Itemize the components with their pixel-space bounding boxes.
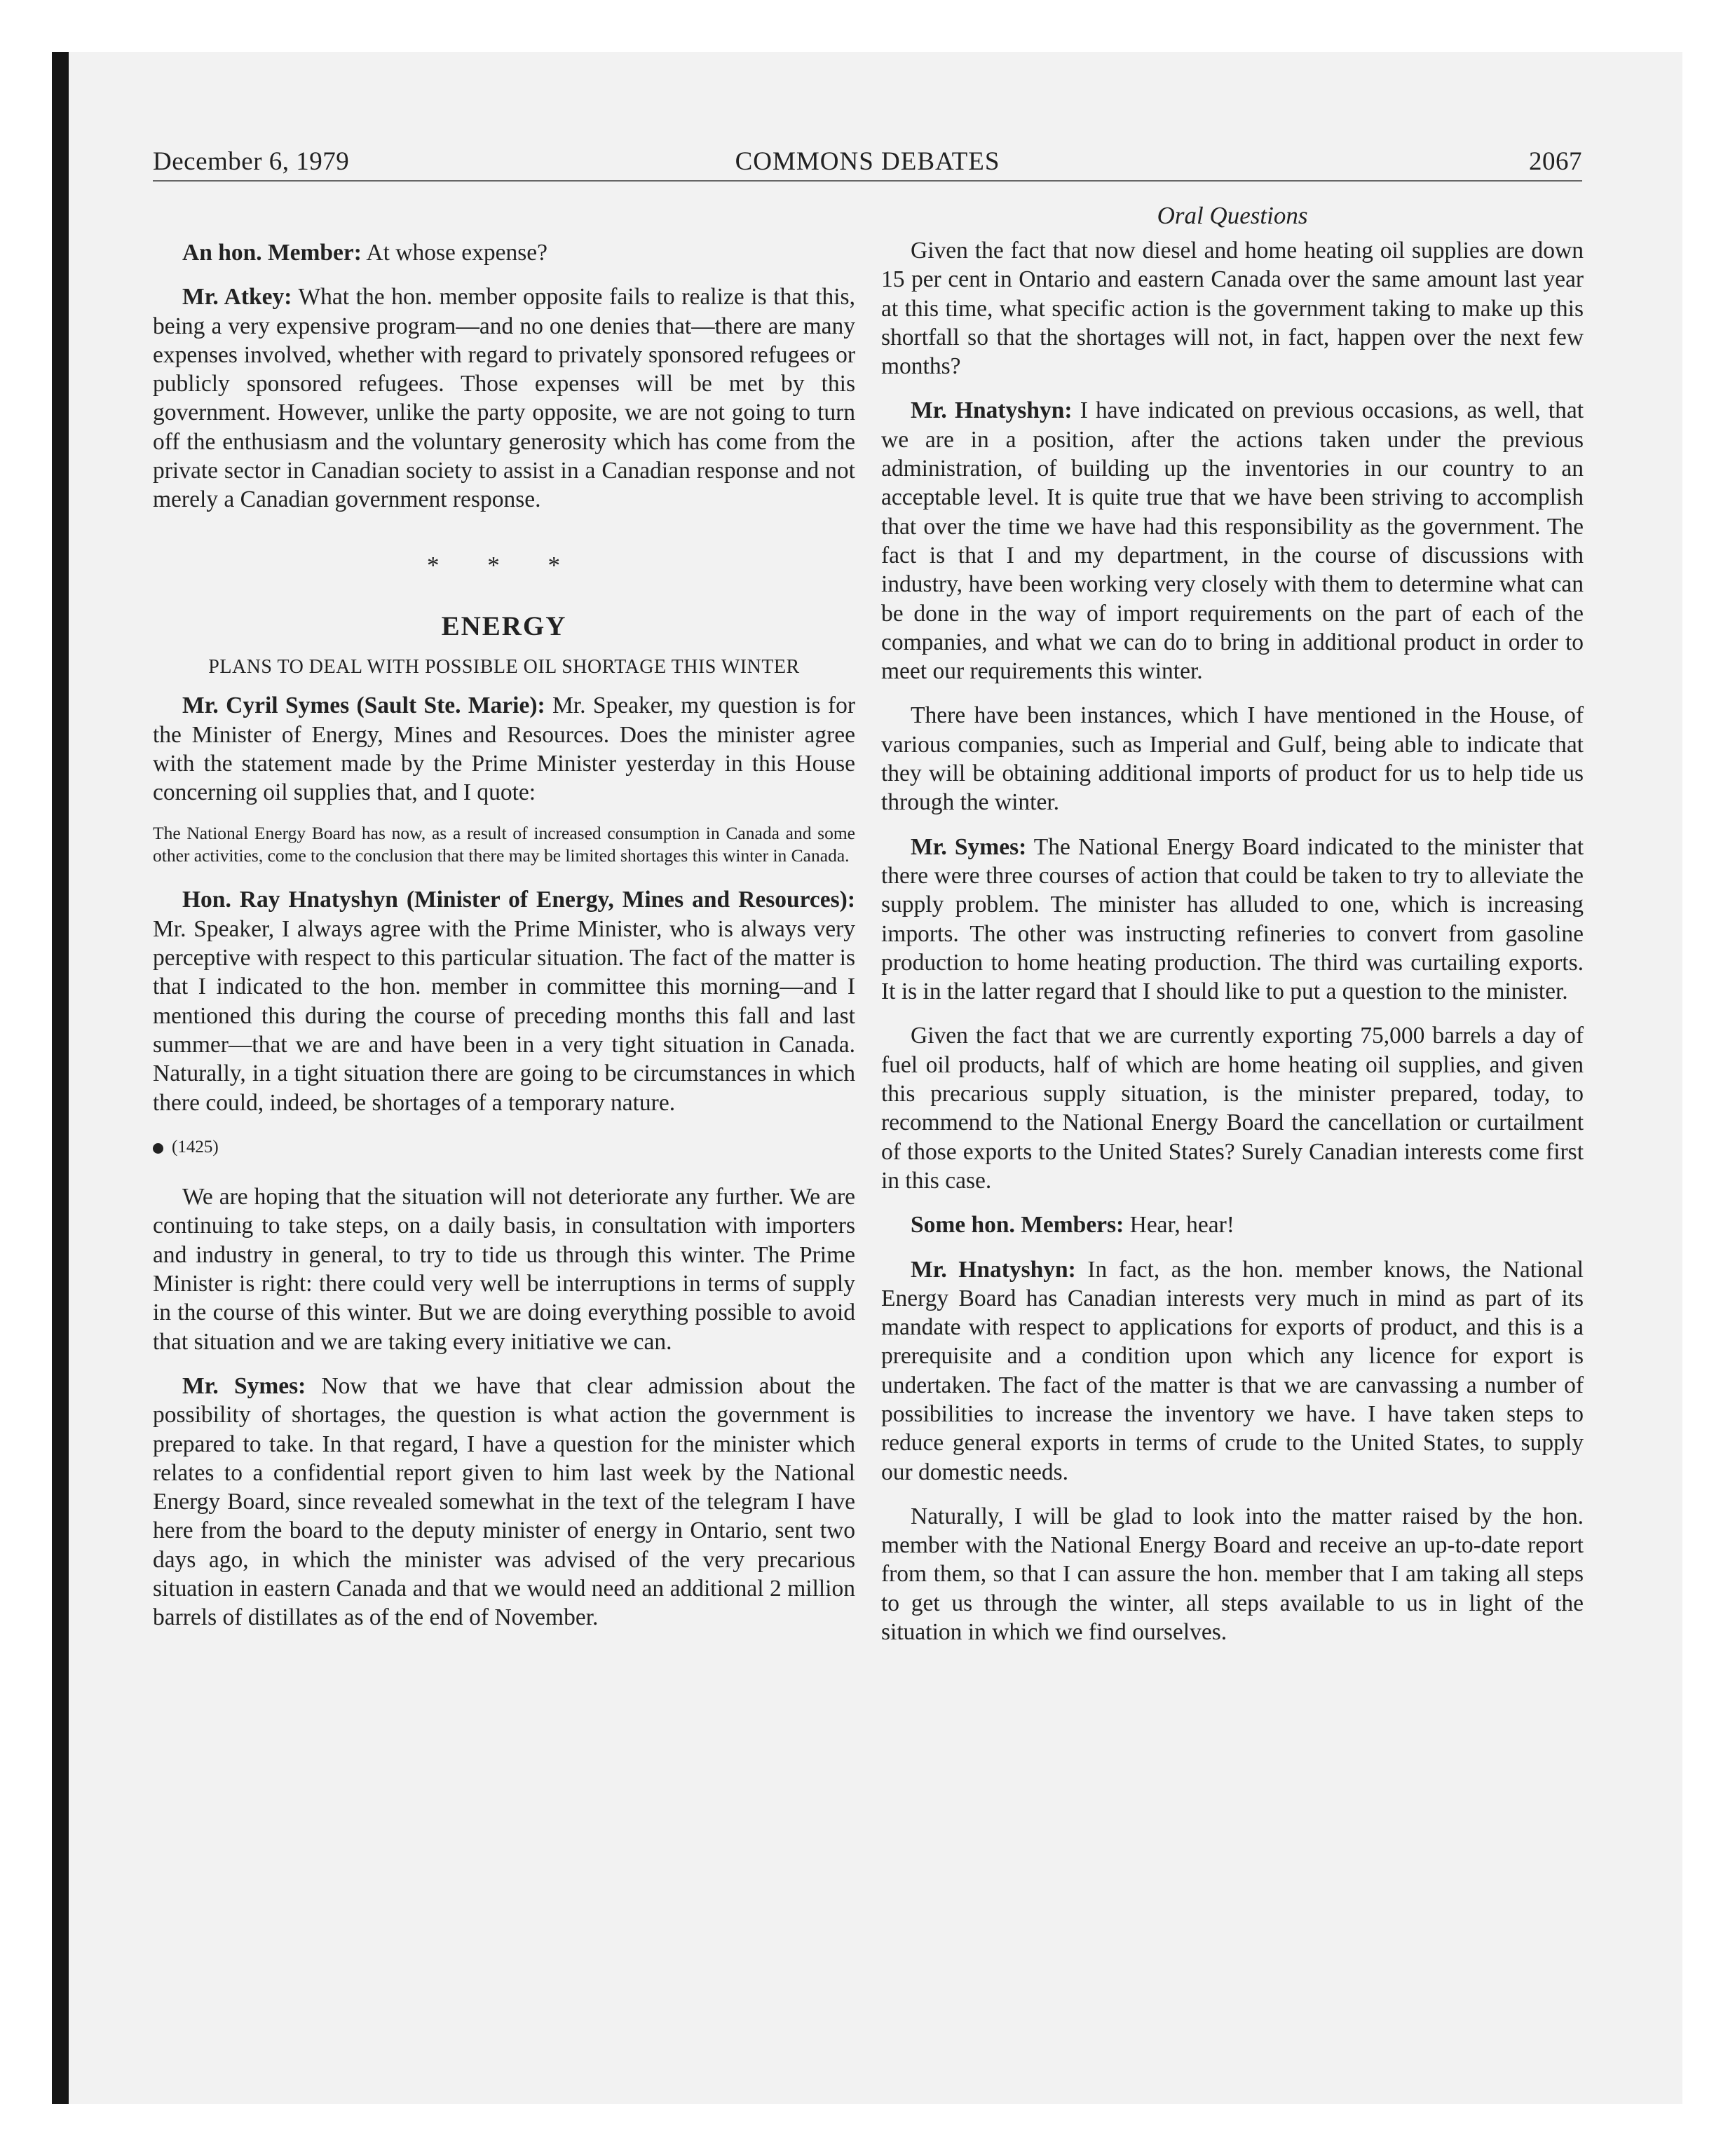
speaker-label: Mr. Hnatyshyn: <box>911 1256 1076 1283</box>
header-rule <box>153 180 1582 182</box>
speaker-label: Mr. Symes: <box>182 1372 306 1399</box>
speaker-label: Mr. Symes: <box>911 833 1027 860</box>
paragraph-atkey <box>153 282 855 514</box>
paragraph-text: I have indicated on previous occasions, as well, that we are in a position, after the actions taken under the previous administration, of building up the inventories in our country to an acceptable level. It is quite true that we have been striving to accomplish that over the time we have had this responsibility as the government. The fact is that I and my department, in the course of discussions with industry, have been working very closely with them to determine what can be done in the way of import requirements on the part of each of the companies, and what we can do to bring in additional product in order to meet our requirements this winter. <box>881 397 1584 685</box>
header-date: December 6, 1979 <box>153 147 350 176</box>
block-quote: The National Energy Board has now, as a result of increased consumption in Canada and some other activities, come to the conclusion that there may be limited shortages this winter in Canada. <box>153 823 855 866</box>
paragraph-given-fact: Given the fact that now diesel and home heating oil supplies are down 15 per cent in Ontario and eastern Canada over the same amount last year at this time, what specific action is the government taking to make up this shortfall so that the shortages will not, in fact, happen over the next few months? <box>881 238 1584 380</box>
paragraph-instances: There have been instances, which I have mentioned in the House, of various companies, such as Imperial and Gulf, being able to indicate that they will be obtaining additional imports of product for us to help tide us through the winter. <box>881 702 1584 816</box>
section-header: Oral Questions <box>1157 202 1308 229</box>
right-column <box>881 198 1584 1662</box>
paragraph-exports: Given the fact that we are currently exporting 75,000 barrels a day of fuel oil products, half of which are home heating oil supplies, and given this precarious supply situation, is the minister prepared, today, to recommend to the National Energy Board the cancellation or curtailment of those exports to the United States? Surely Canadian interests come first in this case. <box>881 1023 1584 1194</box>
paragraph-continuation: We are hoping that the situation will not deteriorate any further. We are continuing to take steps, on a daily basis, in consultation with importers and industry in general, to try to tide us through this winter. The Prime Minister is right: there could very well be interruptions in terms of supply in the course of this winter. But we are doing everything possible to avoid that situation and we are taking every initiative we can. <box>153 1184 855 1355</box>
scan-binding-edge <box>52 52 69 2104</box>
section-break-stars: * * * <box>427 551 581 579</box>
header-journal-title: COMMONS DEBATES <box>735 147 1000 176</box>
paragraph-text: In fact, as the hon. member knows, the National Energy Board has Canadian interests very much in mind as part of its mandate with respect to applications for exports of product, and this is a prerequisite and a condition upon which any licence for export is undertaken. The fact of the matter is that we are canvassing a number of possibilities to increase the inventory we have. I have taken steps to reduce general exports in terms of crude to the United States, to supply our domestic needs. <box>881 1256 1584 1485</box>
paragraph-text: What the hon. member opposite fails to realize is that this, being a very expensive program—and no one denies that—there are many expenses involved, whether with regard to privately sponsored refugees or publicly sponsored refugees. Those expenses will be met by this government. However, unlike the party opposite, we are not going to turn off the enthusiasm and the voluntary generosity which has come from the private sector in Canadian society to assist in a Canadian response and not merely a Canadian government response. <box>153 284 855 513</box>
speaker-label: Some hon. Members: <box>911 1212 1124 1239</box>
running-header <box>153 144 1582 180</box>
paragraph-text: Mr. Speaker, I always agree with the Prime Minister, who is always very perceptive with respect to this particular situation. The fact of the matter is that I indicated to the hon. member in committee this morning—and I mentioned this during the course of preceding months this fall and last summer—that we are and have been in a very tight situation in Canada. Naturally, in a tight situation there are going to be circumstances in which there could, indeed, be shortages of a temporary nature. <box>153 915 855 1116</box>
paragraph-hon-member <box>153 238 855 267</box>
paragraph-hnatyshyn-answer <box>153 885 855 1117</box>
bullet-icon <box>153 1143 163 1154</box>
speaker-label: Mr. Atkey: <box>182 284 292 311</box>
paragraph-text: Mr. Speaker, my question is for the Minister of Energy, Mines and Resources. Does the minister agree with the statement made by the Prime Minister yesterday in this House concerning oil supplies that, and I quote: <box>153 692 855 806</box>
paragraph-text: At whose expense? <box>366 240 548 266</box>
paragraph-text: The National Energy Board indicated to the minister that there were three courses of action that could be taken to try to alleviate the supply problem. The minister has alluded to one, which is increasing imports. The other was instructing refineries to convert from gasoline production to home heating production. The third was curtailing exports. It is in the latter regard that I should like to put a question to the minister. <box>881 833 1584 1005</box>
speaker-label: Mr. Hnatyshyn: <box>911 397 1073 424</box>
paragraph-symes-question <box>153 691 855 807</box>
paragraph-hnatyshyn-final <box>881 1255 1584 1487</box>
speaker-label: Hon. Ray Hnatyshyn (Minister of Energy, Mines and Resources): <box>182 887 855 913</box>
section-title: ENERGY <box>441 610 567 641</box>
paragraph-symes-neb <box>881 833 1584 1007</box>
paragraph-naturally: Naturally, I will be glad to look into the matter raised by the hon. member with the National Energy Board and receive an up-to-date report from them, so that I can assure the hon. member that I am taking all steps to get us through the winter, all steps available to us in light of the situation in which we find ourselves. <box>881 1503 1584 1646</box>
paragraph-hear-hear <box>881 1210 1584 1239</box>
paragraph-text: Now that we have that clear admission about the possibility of shortages, the question is what action the government is prepared to take. In that regard, I have a question for the minister which relates to a confidential report given to him last week by the National Energy Board, since revealed somewhat in the text of the telegram I have here from the board to the deputy minister of energy in Ontario, sent two days ago, in which the minister was advised of the very precarious situation in eastern Canada and that we would need an additional 2 million barrels of distillates as of the end of November. <box>153 1372 855 1631</box>
speaker-label: Mr. Cyril Symes (Sault Ste. Marie): <box>182 692 545 719</box>
paragraph-text: Hear, hear! <box>1129 1212 1234 1239</box>
section-subtitle: PLANS TO DEAL WITH POSSIBLE OIL SHORTAGE THIS WINTER <box>208 656 800 678</box>
speaker-label: An hon. Member: <box>182 240 362 266</box>
paragraph-hnatyshyn-reply <box>881 396 1584 685</box>
paragraph-symes-followup <box>153 1372 855 1632</box>
time-stamp: (1425) <box>172 1137 219 1157</box>
time-marker <box>153 1133 855 1161</box>
header-page-number: 2067 <box>1529 147 1582 176</box>
left-column <box>153 198 855 1648</box>
